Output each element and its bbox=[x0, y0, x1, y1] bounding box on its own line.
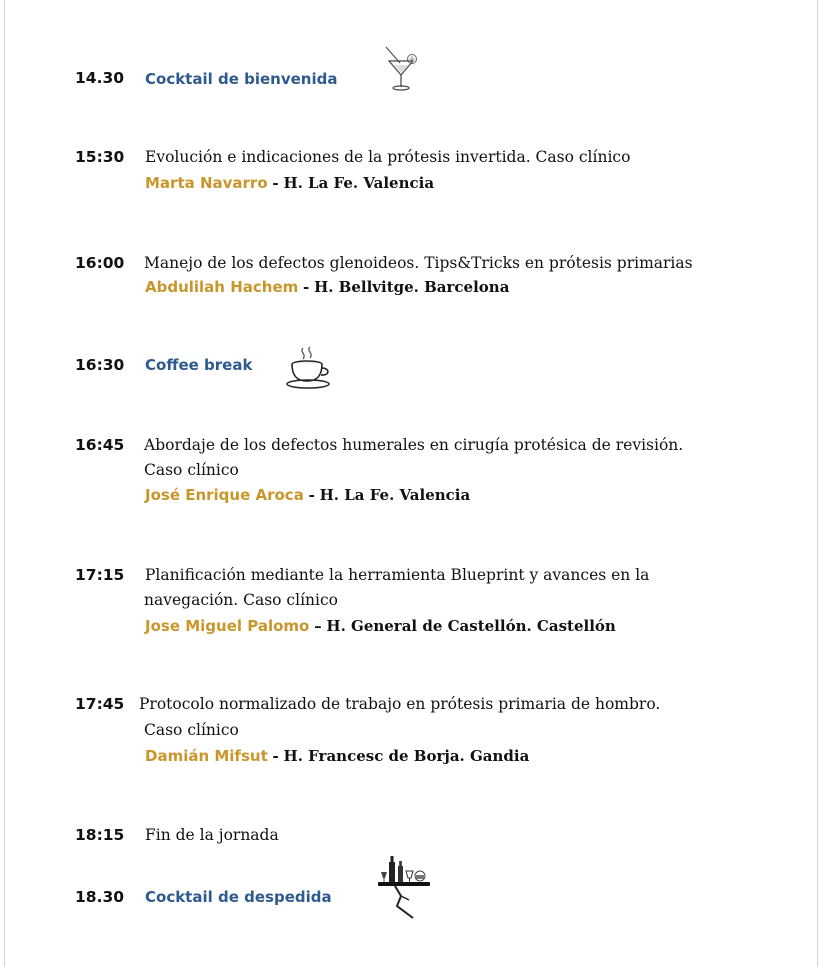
cocktail-farewell-label: Cocktail de despedida bbox=[145, 888, 332, 906]
session-title-line-2: navegación. Caso clínico bbox=[144, 591, 338, 609]
separator: - bbox=[308, 486, 315, 504]
session-title-line-1: Planificación mediante la herramienta Blueprint y avances en la bbox=[145, 566, 650, 584]
page-edge-left bbox=[4, 0, 5, 967]
speaker-line bbox=[145, 747, 529, 765]
page-edge-right bbox=[817, 0, 818, 967]
hospital-name: H. La Fe. Valencia bbox=[283, 174, 435, 192]
waiter-tray-icon bbox=[375, 852, 435, 922]
speaker-line bbox=[145, 174, 434, 192]
separator: - bbox=[272, 174, 279, 192]
session-title-line-1: Abordaje de los defectos humerales en cirugía protésica de revisión. bbox=[144, 436, 684, 454]
speaker-line bbox=[145, 617, 616, 635]
session-title-line-1: Protocolo normalizado de trabajo en prótesis primaria de hombro. bbox=[139, 695, 661, 713]
time: 17:15 bbox=[75, 566, 125, 584]
coffee-break-label: Coffee break bbox=[145, 356, 253, 374]
speaker-name: Abdulilah Hachem bbox=[145, 278, 299, 296]
speaker-name: José Enrique Aroca bbox=[145, 486, 304, 504]
hospital-name: H. La Fe. Valencia bbox=[319, 486, 471, 504]
time: 15:30 bbox=[75, 148, 125, 166]
coffee-cup-icon bbox=[285, 344, 333, 390]
session-title-line-2: Caso clínico bbox=[144, 461, 239, 479]
hospital-name: H. General de Castellón. Castellón bbox=[326, 617, 616, 635]
cocktail-glass-icon bbox=[383, 44, 423, 92]
speaker-name: Damián Mifsut bbox=[145, 747, 268, 765]
time: 16:30 bbox=[75, 356, 125, 374]
hospital-name: H. Bellvitge. Barcelona bbox=[314, 278, 510, 296]
separator: - bbox=[303, 278, 310, 296]
speaker-line bbox=[145, 486, 470, 504]
time: 16:45 bbox=[75, 436, 125, 454]
cocktail-welcome-label: Cocktail de bienvenida bbox=[145, 70, 338, 88]
time: 14.30 bbox=[75, 69, 125, 87]
time: 18:15 bbox=[75, 826, 125, 844]
session-title: Manejo de los defectos glenoideos. Tips&Tricks en prótesis primarias bbox=[144, 254, 693, 272]
speaker-name: Marta Navarro bbox=[145, 174, 268, 192]
speaker-line bbox=[145, 278, 509, 296]
speaker-name: Jose Miguel Palomo bbox=[145, 617, 310, 635]
hospital-name: H. Francesc de Borja. Gandia bbox=[283, 747, 530, 765]
separator: - bbox=[272, 747, 279, 765]
session-title: Evolución e indicaciones de la prótesis invertida. Caso clínico bbox=[145, 148, 631, 166]
separator: – bbox=[314, 617, 322, 635]
session-title-line-2: Caso clínico bbox=[144, 721, 239, 739]
time: 16:00 bbox=[75, 254, 125, 272]
session-title: Fin de la jornada bbox=[145, 826, 279, 844]
time: 17:45 bbox=[75, 695, 125, 713]
time: 18.30 bbox=[75, 888, 125, 906]
